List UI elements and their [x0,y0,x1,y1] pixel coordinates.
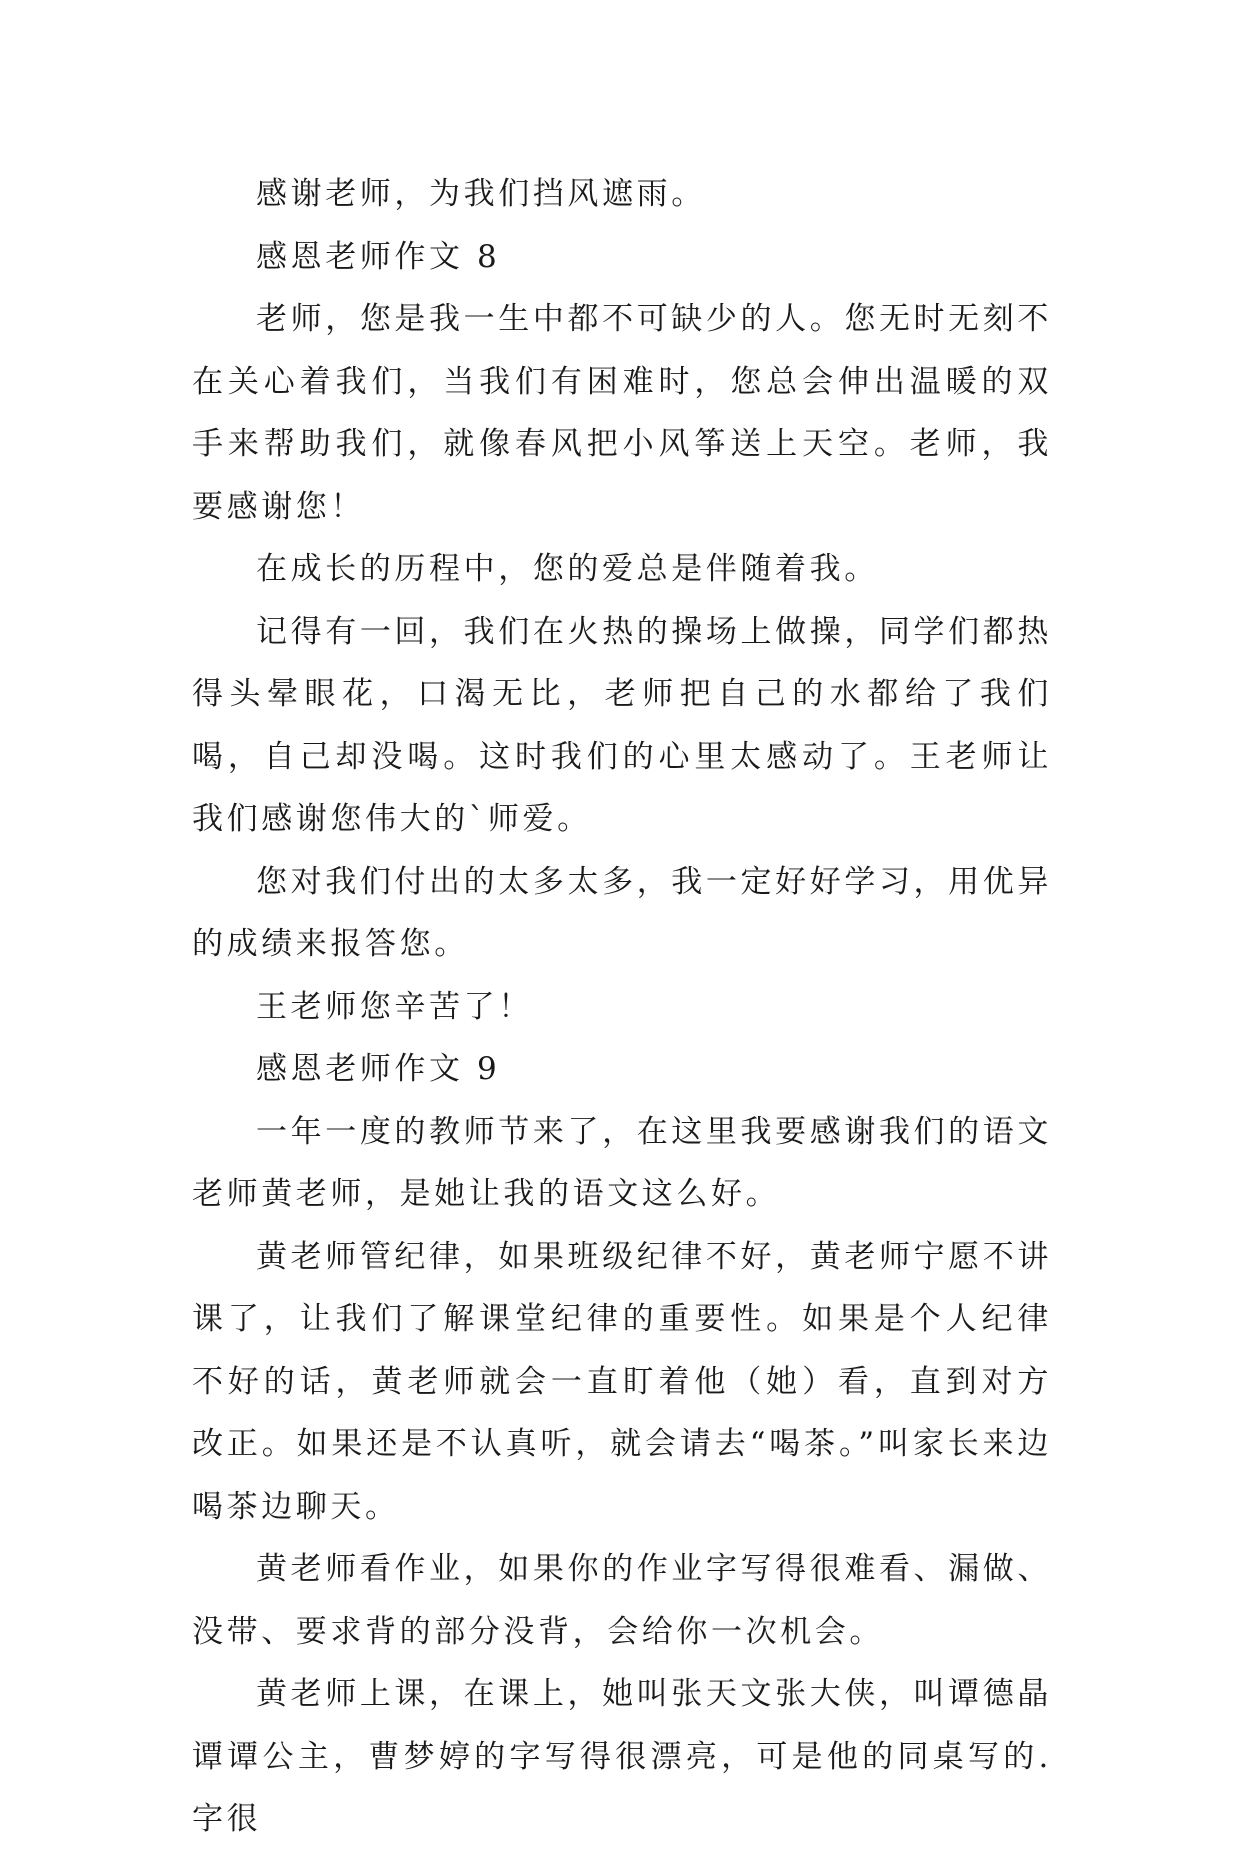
paragraph: 感谢老师，为我们挡风遮雨。 [256,176,706,212]
paragraph: 黄老师看作业，如果你的作业字写得很难看、漏做、没带、要求背的部分没背，会给你一次机会。 [192,1551,1052,1650]
paragraph: 记得有一回，我们在火热的操场上做操，同学们都热得头晕眼花，口渴无比，老师把自己的水都给了我们喝，自己却没喝。这时我们的心里太感动了。王老师让我们感谢您伟大的`师爱。 [192,613,1052,837]
section-heading: 感恩老师作文 8 [256,238,501,275]
paragraph: 您对我们付出的太多太多，我一定好好学习，用优异的成绩来报答您。 [192,863,1052,962]
document-body [192,163,1052,1851]
paragraph: 老师，您是我一生中都不可缺少的人。您无时无刻不在关心着我们，当我们有困难时，您总会伸出温暖的双手来帮助我们，就像春风把小风筝送上天空。老师，我要感谢您！ [192,301,1052,525]
paragraph: 王老师您辛苦了！ [256,988,533,1025]
paragraph: 黄老师上课，在课上，她叫张天文张大侠，叫谭德晶谭谭公主，曹梦婷的字写得很漂亮，可是他的同桌写的.字很 [192,1676,1052,1837]
paragraph: 在成长的历程中，您的爱总是伴随着我。 [256,551,879,587]
section-heading: 感恩老师作文 9 [256,1051,501,1087]
paragraph: 黄老师管纪律，如果班级纪律不好，黄老师宁愿不讲课了，让我们了解课堂纪律的重要性。如果是个人纪律不好的话，黄老师就会一直盯着他（她）看，直到对方改正。如果还是不认真听，就会请去“喝茶。”叫家长来边喝茶边聊天。 [192,1238,1052,1525]
paragraph: 一年一度的教师节来了，在这里我要感谢我们的语文老师黄老师，是她让我的语文这么好。 [192,1113,1052,1212]
